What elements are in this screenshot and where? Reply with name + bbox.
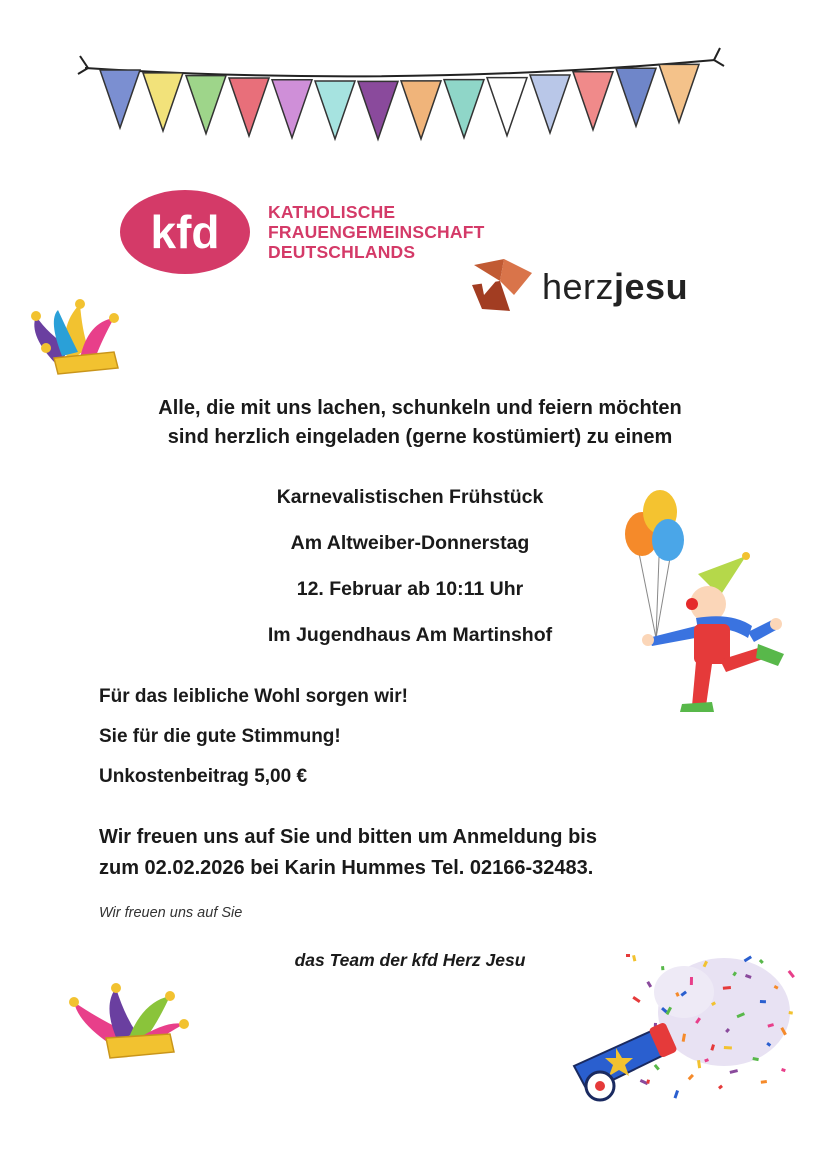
jesu-suffix: jesu <box>614 266 689 307</box>
clown-with-balloons-icon <box>608 488 798 720</box>
registration-note <box>99 822 597 884</box>
herz-prefix: herz <box>542 266 615 307</box>
confetti-piece <box>781 1068 786 1072</box>
bunting-flag <box>444 80 484 138</box>
bunting-flag <box>487 78 527 136</box>
intro-line-1: Alle, die mit uns lachen, schunkeln und feiern möchten <box>158 397 682 419</box>
bunting-flag <box>315 81 355 139</box>
confetti-piece <box>688 1074 694 1080</box>
confetti-piece <box>626 954 630 957</box>
kfd-logo <box>120 190 250 274</box>
bunting-icon <box>70 40 730 150</box>
food-note: Für das leibliche Wohl sorgen wir! <box>99 686 408 707</box>
confetti-piece <box>632 996 640 1003</box>
bunting-flag <box>401 81 441 139</box>
bunting-flag <box>143 73 183 131</box>
bunting-flag <box>272 80 312 138</box>
registration-line-2: zum 02.02.2026 bei Karin Hummes Tel. 02166-32483. <box>99 857 594 879</box>
confetti-piece <box>744 955 752 962</box>
signature-greeting: Wir freuen uns auf Sie <box>99 905 243 921</box>
invitation-intro <box>60 394 780 452</box>
bunting-flag <box>186 76 226 134</box>
herzjesu-mark-icon <box>470 255 534 313</box>
bunting-flag <box>100 70 140 128</box>
confetti-piece <box>654 1064 660 1071</box>
mood-note: Sie für die gute Stimmung! <box>99 726 341 747</box>
fee-note: Unkostenbeitrag 5,00 € <box>99 766 308 787</box>
kfd-organization-name <box>268 202 485 262</box>
kfd-logo-text: kfd <box>150 206 220 258</box>
registration-line-1: Wir freuen uns auf Sie und bitten um Anmeldung bis <box>99 826 597 848</box>
event-title: Karnevalistischen Frühstück <box>276 486 544 508</box>
jester-hat-icon <box>18 296 128 376</box>
confetti-piece <box>718 1085 723 1090</box>
confetti-piece <box>788 970 795 978</box>
kfd-name-line-2: FRAUENGEMEINSCHAFT <box>268 222 485 242</box>
bunting-flag <box>358 81 398 139</box>
bunting-flag <box>659 64 699 122</box>
confetti-piece <box>646 1079 650 1084</box>
event-datetime: 12. Februar ab 10:11 Uhr <box>296 578 524 600</box>
confetti-piece <box>632 955 636 962</box>
confetti-piece <box>724 1046 732 1050</box>
bunting-flag <box>229 78 269 136</box>
confetti-piece <box>759 959 764 964</box>
confetti-piece <box>661 966 664 970</box>
jester-hat-icon <box>66 980 190 1060</box>
kfd-name-line-3: DEUTSCHLANDS <box>268 242 416 262</box>
signature-team: das Team der kfd Herz Jesu <box>294 950 526 970</box>
confetti-piece <box>789 1011 793 1015</box>
bunting-flag <box>573 72 613 130</box>
confetti-piece <box>761 1080 767 1084</box>
confetti-piece <box>646 981 652 988</box>
kfd-name-line-1: KATHOLISCHE <box>268 202 396 222</box>
bunting-flag <box>530 75 570 133</box>
confetti-piece <box>760 1000 766 1003</box>
confetti-piece <box>690 977 693 985</box>
confetti-cannon-icon <box>566 948 800 1108</box>
herzjesu-logo-text <box>542 266 688 308</box>
confetti-piece <box>730 1069 738 1074</box>
event-day: Am Altweiber-Donnerstag <box>290 532 530 554</box>
intro-line-2: sind herzlich eingeladen (gerne kostümiert) zu einem <box>167 426 673 448</box>
bunting-flag <box>616 68 656 126</box>
confetti-piece <box>674 1090 679 1099</box>
event-location: Im Jugendhaus Am Martinshof <box>267 624 553 646</box>
